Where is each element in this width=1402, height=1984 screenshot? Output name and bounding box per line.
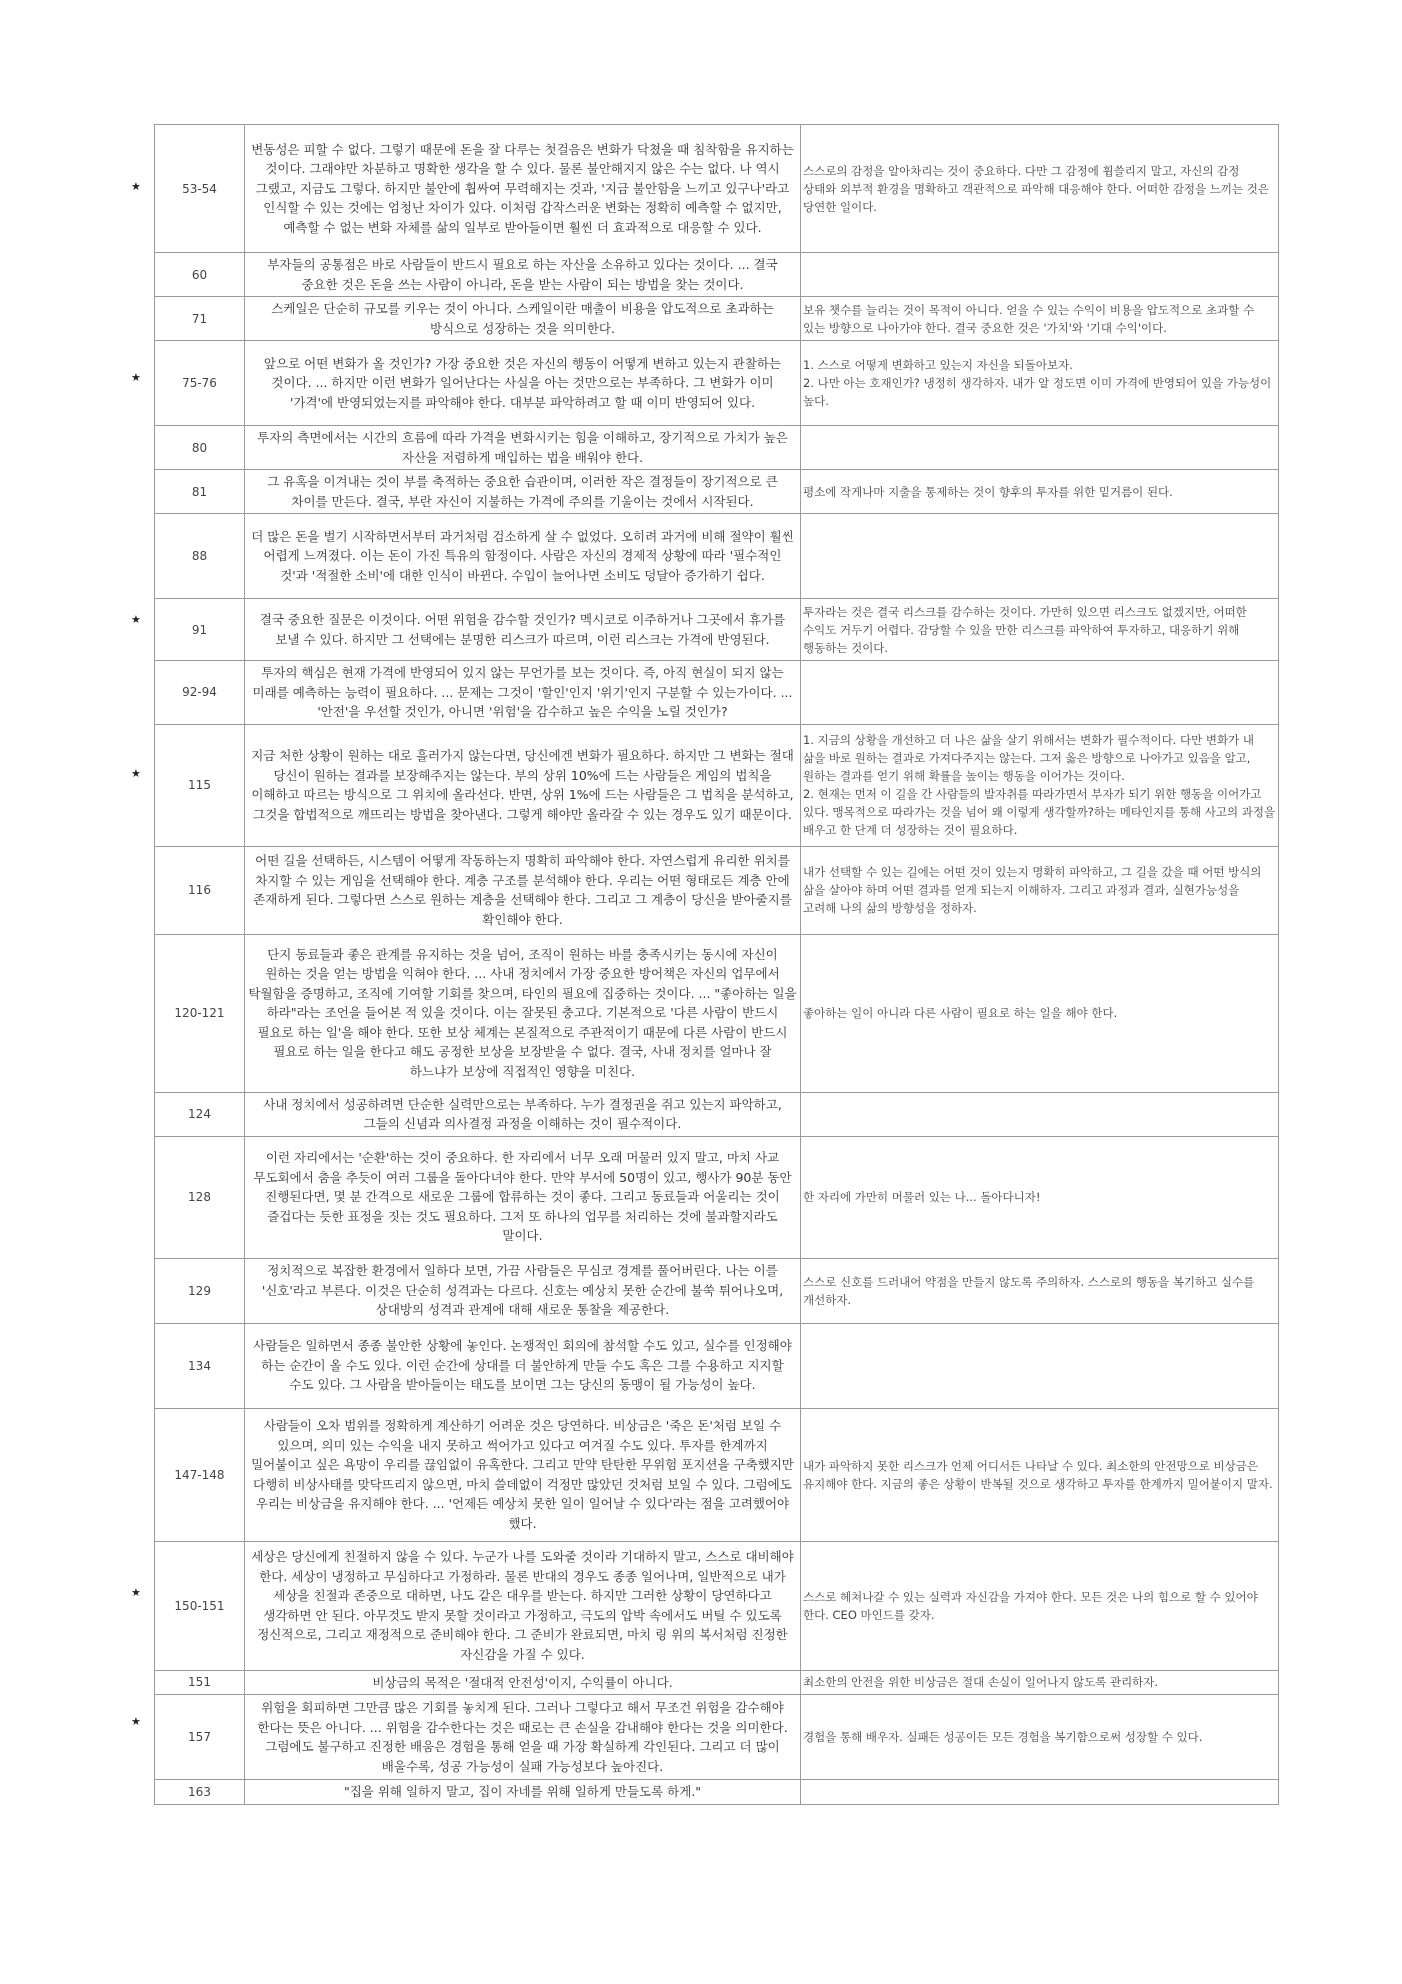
table-row bbox=[155, 599, 1279, 661]
reflection-note: 최소한의 안전을 위한 비상금은 절대 손실이 일어나지 않도록 관리하자. bbox=[801, 1670, 1279, 1695]
table-row bbox=[155, 426, 1279, 470]
table-row bbox=[155, 661, 1279, 725]
reflection-note: 스스로 헤쳐나갈 수 있는 실력과 자신감을 가져야 한다. 모든 것은 나의 힘으로 할 수 있어야 한다. CEO 마인드를 갖자. bbox=[801, 1541, 1279, 1670]
page-number: 53-54 bbox=[155, 125, 245, 253]
table-row bbox=[155, 1780, 1279, 1805]
reflection-note: 한 자리에 가만히 머물러 있는 나... 돌아다니자! bbox=[801, 1136, 1279, 1258]
reflection-note bbox=[801, 514, 1279, 599]
table-row bbox=[155, 1136, 1279, 1258]
star-icon: ★ bbox=[131, 613, 141, 626]
reflection-note bbox=[801, 253, 1279, 297]
quote-text: 변동성은 피할 수 없다. 그렇기 때문에 돈을 잘 다루는 첫걸음은 변화가 닥쳤을 때 침착함을 유지하는 것이다. 그래야만 차분하고 명확한 생각을 할 수 있다. 물론 불안해지지 않은 수는 없다. 나 역시 그랬고, 지금도 그렇다. 하지만 불안에 휩싸여 무력해지는 것과, '지금 불안함을 느끼고 있구나'라고 인식할 수 있는 것에는 엄청난 차이가 있다. 이처럼 갑작스러운 변화는 정확히 예측할 수 없지만, 예측할 수 없는 변화 자체를 삶의 일부로 받아들이면 훨씬 더 효과적으로 대응할 수 있다. bbox=[245, 125, 801, 253]
table-row bbox=[155, 1408, 1279, 1541]
reflection-note: 스스로 신호를 드러내어 약점을 만들지 않도록 주의하자. 스스로의 행동을 복기하고 실수를 개선하자. bbox=[801, 1258, 1279, 1323]
reflection-note: 좋아하는 일이 아니라 다른 사람이 필요로 하는 일을 해야 한다. bbox=[801, 934, 1279, 1092]
table-row bbox=[155, 514, 1279, 599]
page-number: 71 bbox=[155, 297, 245, 341]
reading-notes-table bbox=[154, 124, 1279, 1805]
page-number: 163 bbox=[155, 1780, 245, 1805]
quote-text: 사람들은 일하면서 종종 불안한 상황에 놓인다. 논쟁적인 회의에 참석할 수도 있고, 실수를 인정해야 하는 순간이 올 수도 있다. 이런 순간에 상대를 더 불안하게 만들 수도 혹은 그를 수용하고 지지할 수도 있다. 그 사람을 받아들이는 태도를 보이면 그는 당신의 동맹이 될 가능성이 높다. bbox=[245, 1323, 801, 1408]
table-row bbox=[155, 1323, 1279, 1408]
page-number: 157 bbox=[155, 1695, 245, 1780]
quote-text: 비상금의 목적은 '절대적 안전성'이지, 수익률이 아니다. bbox=[245, 1670, 801, 1695]
quote-text: 스케일은 단순히 규모를 키우는 것이 아니다. 스케일이란 매출이 비용을 압도적으로 초과하는 방식으로 성장하는 것을 의미한다. bbox=[245, 297, 801, 341]
table-row bbox=[155, 1670, 1279, 1695]
quote-text: 지금 처한 상황이 원하는 대로 흘러가지 않는다면, 당신에겐 변화가 필요하다. 하지만 그 변화는 절대 당신이 원하는 결과를 보장해주지는 않는다. 부의 상위 10%에 드는 사람들은 게임의 법칙을 이해하고 따르는 방식으로 그 위치에 올라선다. 반면, 상위 1%에 드는 사람들은 그 법칙을 분석하고, 그것을 합법적으로 깨뜨리는 방법을 찾아낸다. 그렇게 해야만 올라갈 수 있는 경우도 있기 때문이다. bbox=[245, 724, 801, 846]
reflection-note: 보유 챗수를 늘리는 것이 목적이 아니다. 얻을 수 있는 수익이 비용을 압도적으로 초과할 수 있는 방향으로 나아가야 한다. 결국 중요한 것은 '가치'와 '기대 수익'이다. bbox=[801, 297, 1279, 341]
table-row bbox=[155, 724, 1279, 846]
reflection-note bbox=[801, 426, 1279, 470]
reflection-note: 내가 파악하지 못한 리스크가 언제 어디서든 나타날 수 있다. 최소한의 안전망으로 비상금은 유지해야 한다. 지금의 좋은 상황이 반복될 것으로 생각하고 투자를 한계까지 밀어붙이지 말자. bbox=[801, 1408, 1279, 1541]
reflection-note: 평소에 작게나마 지출을 통제하는 것이 향후의 투자를 위한 밑거름이 된다. bbox=[801, 470, 1279, 514]
quote-text: 사람들이 오차 범위를 정확하게 계산하기 어려운 것은 당연하다. 비상금은 '죽은 돈'처럼 보일 수 있으며, 의미 있는 수익을 내지 못하고 썩어가고 있다고 여겨질 수도 있다. 투자를 한계까지 밀어붙이고 싶은 욕망이 우리를 끊임없이 유혹한다. 그리고 만약 탄탄한 무위험 포지션을 구축했지만 다행히 비상사태를 맞닥뜨리지 않으면, 마치 쓸데없이 걱정만 많았던 것처럼 보일 수 있다. 그럼에도 우리는 비상금을 유지해야 한다. ... '언제든 예상치 못한 일이 일어날 수 있다'라는 점을 고려했어야 했다. bbox=[245, 1408, 801, 1541]
page-number: 134 bbox=[155, 1323, 245, 1408]
table-row bbox=[155, 1258, 1279, 1323]
star-icon: ★ bbox=[131, 370, 141, 384]
reflection-note bbox=[801, 1092, 1279, 1136]
quote-text: 앞으로 어떤 변화가 올 것인가? 가장 중요한 것은 자신의 행동이 어떻게 변하고 있는지 관찰하는 것이다. ... 하지만 이런 변화가 일어난다는 사실을 아는 것만으로는 부족하다. 그 변화가 이미 '가격'에 반영되었는지를 파악해야 한다. 대부분 파악하려고 할 때 이미 반영되어 있다. bbox=[245, 341, 801, 426]
table-row bbox=[155, 846, 1279, 934]
quote-text: 그 유혹을 이겨내는 것이 부를 축적하는 중요한 습관이며, 이러한 작은 결정들이 장기적으로 큰 차이를 만든다. 결국, 부란 자신이 지불하는 가격에 주의를 기울이는 것에서 시작된다. bbox=[245, 470, 801, 514]
page-number: 115 bbox=[155, 724, 245, 846]
quote-text: 부자들의 공통점은 바로 사람들이 반드시 필요로 하는 자산을 소유하고 있다는 것이다. ... 결국 중요한 것은 돈을 쓰는 사람이 아니라, 돈을 받는 사람이 되는 방법을 찾는 것이다. bbox=[245, 253, 801, 297]
star-icon: ★ bbox=[131, 1714, 141, 1728]
reflection-note bbox=[801, 1780, 1279, 1805]
page-number: 129 bbox=[155, 1258, 245, 1323]
page-number: 60 bbox=[155, 253, 245, 297]
table-row bbox=[155, 125, 1279, 253]
table-row bbox=[155, 341, 1279, 426]
page-number: 88 bbox=[155, 514, 245, 599]
table-row bbox=[155, 253, 1279, 297]
page-number: 147-148 bbox=[155, 1408, 245, 1541]
star-icon: ★ bbox=[131, 1585, 141, 1599]
quote-text: 결국 중요한 질문은 이것이다. 어떤 위험을 감수할 것인가? 멕시코로 이주하거나 그곳에서 휴가를 보낼 수 있다. 하지만 그 선택에는 분명한 리스크가 따르며, 이런 리스크는 가격에 반영된다. bbox=[245, 599, 801, 661]
table-row bbox=[155, 297, 1279, 341]
quote-text: 정치적으로 복잡한 환경에서 일하다 보면, 가끔 사람들은 무심코 경계를 풀어버린다. 나는 이를 '신호'라고 부른다. 이것은 단순히 성격과는 다르다. 신호는 예상치 못한 순간에 불쑥 튀어나오며, 상대방의 성격과 관계에 대해 새로운 통찰을 제공한다. bbox=[245, 1258, 801, 1323]
reflection-note: 1. 지금의 상황을 개선하고 더 나은 삶을 살기 위해서는 변화가 필수적이다. 다만 변화가 내 삶을 바로 원하는 결과로 가져다주지는 않는다. 그저 옳은 방향으로 나아가고 있음을 알고, 원하는 결과를 얻기 위해 확률을 높이는 행동을 이어가는 것이다. 2. 현재는 먼저 이 길을 간 사람들의 발자취를 따라가면서 부자가 되기 위한 행동을 이어가고 있다. 맹목적으로 따라가는 것을 넘어 왜 이렇게 생각할까?하는 메타인지를 통해 사고의 과정을 배우고 한 단계 더 성장하는 것이 필요하다. bbox=[801, 724, 1279, 846]
page-number: 80 bbox=[155, 426, 245, 470]
table-row bbox=[155, 1695, 1279, 1780]
reflection-note: 스스로의 감정을 알아차리는 것이 중요하다. 다만 그 감정에 휩쓸리지 말고, 자신의 감정 상태와 외부적 환경을 명확하고 객관적으로 파악해 대응해야 한다. 어떠한 감정을 느끼는 것은 당연한 일이다. bbox=[801, 125, 1279, 253]
table-row bbox=[155, 1541, 1279, 1670]
table-row bbox=[155, 1092, 1279, 1136]
reflection-note: 1. 스스로 어떻게 변화하고 있는지 자신을 되돌아보자. 2. 나만 아는 호재인가? 냉정히 생각하자. 내가 알 정도면 이미 가격에 반영되어 있을 가능성이 높다. bbox=[801, 341, 1279, 426]
quote-text: 단지 동료들과 좋은 관계를 유지하는 것을 넘어, 조직이 원하는 바를 충족시키는 동시에 자신이 원하는 것을 얻는 방법을 익혀야 한다. ... 사내 정치에서 가장 중요한 방어책은 자신의 업무에서 탁월함을 증명하고, 조직에 기여할 기회를 찾으며, 타인의 필요에 집중하는 것이다. ... "좋아하는 일을 하라"라는 조언을 들어본 적 있을 것이다. 이는 잘못된 충고다. 기본적으로 '다른 사람이 반드시 필요로 하는 일'을 해야 한다. 또한 보상 체계는 본질적으로 주관적이기 때문에 다른 사람이 반드시 필요로 하는 일을 한다고 해도 공정한 보상을 보장받을 수 없다. 결국, 사내 정치를 얼마나 잘 하느냐가 보상에 직접적인 영향을 미친다. bbox=[245, 934, 801, 1092]
page-number: 151 bbox=[155, 1670, 245, 1695]
quote-text: 이런 자리에서는 '순환'하는 것이 중요하다. 한 자리에서 너무 오래 머물러 있지 말고, 마치 사교 무도회에서 춤을 추듯이 여러 그룹을 돌아다녀야 한다. 만약 부서에 50명이 있고, 행사가 90분 동안 진행된다면, 몇 분 간격으로 새로운 그룹에 합류하는 것이 좋다. 그리고 동료들과 어울리는 것이 즐겁다는 듯한 표정을 짓는 것도 필요하다. 그저 또 하나의 업무를 처리하는 것에 불과할지라도 말이다. bbox=[245, 1136, 801, 1258]
page-number: 120-121 bbox=[155, 934, 245, 1092]
quote-text: 위험을 회피하면 그만큼 많은 기회를 놓치게 된다. 그러나 그렇다고 해서 무조건 위험을 감수해야 한다는 뜻은 아니다. ... 위험을 감수한다는 것은 때로는 큰 손실을 감내해야 한다는 것을 의미한다. 그럼에도 불구하고 진정한 배움은 경험을 통해 얻을 때 가장 확실하게 각인된다. 그리고 더 많이 배울수록, 성공 가능성이 실패 가능성보다 높아진다. bbox=[245, 1695, 801, 1780]
table-row bbox=[155, 934, 1279, 1092]
quote-text: "집을 위해 일하지 말고, 집이 자네를 위해 일하게 만들도록 하게." bbox=[245, 1780, 801, 1805]
quote-text: 더 많은 돈을 벌기 시작하면서부터 과거처럼 검소하게 살 수 없었다. 오히려 과거에 비해 절약이 훨씬 어렵게 느껴졌다. 이는 돈이 가진 특유의 함정이다. 사람은 자신의 경제적 상황에 따라 '필수적인 것'과 '적절한 소비'에 대한 인식이 바뀐다. 수입이 늘어나면 소비도 덩달아 증가하기 쉽다. bbox=[245, 514, 801, 599]
page-number: 128 bbox=[155, 1136, 245, 1258]
reflection-note bbox=[801, 661, 1279, 725]
page-number: 92-94 bbox=[155, 661, 245, 725]
quote-text: 투자의 핵심은 현재 가격에 반영되어 있지 않는 무언가를 보는 것이다. 즉, 아직 현실이 되지 않는 미래를 예측하는 능력이 필요하다. ... 문제는 그것이 '할인'인지 '위기'인지 구분할 수 있는가이다. ... '안전'을 우선할 것인가, 아니면 '위험'을 감수하고 높은 수익을 노릴 것인가? bbox=[245, 661, 801, 725]
quote-text: 투자의 측면에서는 시간의 흐름에 따라 가격을 변화시키는 힘을 이해하고, 장기적으로 가치가 높은 자산을 저렴하게 매입하는 법을 배워야 한다. bbox=[245, 426, 801, 470]
quote-text: 세상은 당신에게 친절하지 않을 수 있다. 누군가 나를 도와줄 것이라 기대하지 말고, 스스로 대비해야 한다. 세상이 냉정하고 무심하다고 가정하라. 물론 반대의 경우도 종종 일어나며, 일반적으로 내가 세상을 친절과 존중으로 대하면, 나도 같은 대우를 받는다. 하지만 그러한 상황이 당연하다고 생각하면 안 된다. 아무것도 받지 못할 것이라고 가정하고, 극도의 압박 속에서도 버틸 수 있도록 정신적으로, 그리고 재정적으로 준비해야 한다. 그 준비가 완료되면, 마치 링 위의 복서처럼 진정한 자신감을 가질 수 있다. bbox=[245, 1541, 801, 1670]
quote-text: 어떤 길을 선택하든, 시스템이 어떻게 작동하는지 명확히 파악해야 한다. 자연스럽게 유리한 위치를 차지할 수 있는 게임을 선택해야 한다. 계층 구조를 분석해야 한다. 우리는 어떤 형태로든 계층 안에 존재하게 된다. 그렇다면 스스로 원하는 계층을 선택해야 한다. 그리고 그 계층이 당신을 받아줄지를 확인해야 한다. bbox=[245, 846, 801, 934]
reflection-note: 투자라는 것은 결국 리스크를 감수하는 것이다. 가만히 있으면 리스크도 없겠지만, 어떠한 수익도 거두기 어렵다. 감당할 수 있을 만한 리스크를 파악하여 투자하고, 대응하기 위해 행동하는 것이다. bbox=[801, 599, 1279, 661]
quote-text: 사내 정치에서 성공하려면 단순한 실력만으로는 부족하다. 누가 결정권을 쥐고 있는지 파악하고, 그들의 신념과 의사결정 과정을 이해하는 것이 필수적이다. bbox=[245, 1092, 801, 1136]
page-number: 150-151 bbox=[155, 1541, 245, 1670]
page-number: 75-76 bbox=[155, 341, 245, 426]
reflection-note bbox=[801, 1323, 1279, 1408]
reflection-note: 내가 선택할 수 있는 길에는 어떤 것이 있는지 명확히 파악하고, 그 길을 갔을 때 어떤 방식의 삶을 살아야 하며 어떤 결과를 얻게 되는지 이해하자. 그리고 과정과 결과, 실현가능성을 고려해 나의 삶의 방향성을 정하자. bbox=[801, 846, 1279, 934]
page-number: 91 bbox=[155, 599, 245, 661]
page-number: 81 bbox=[155, 470, 245, 514]
star-icon: ★ bbox=[131, 180, 141, 193]
table-row bbox=[155, 470, 1279, 514]
page-number: 116 bbox=[155, 846, 245, 934]
reflection-note: 경험을 통해 배우자. 실패든 성공이든 모든 경험을 복기함으로써 성장할 수 있다. bbox=[801, 1695, 1279, 1780]
star-icon: ★ bbox=[131, 767, 141, 780]
page-number: 124 bbox=[155, 1092, 245, 1136]
